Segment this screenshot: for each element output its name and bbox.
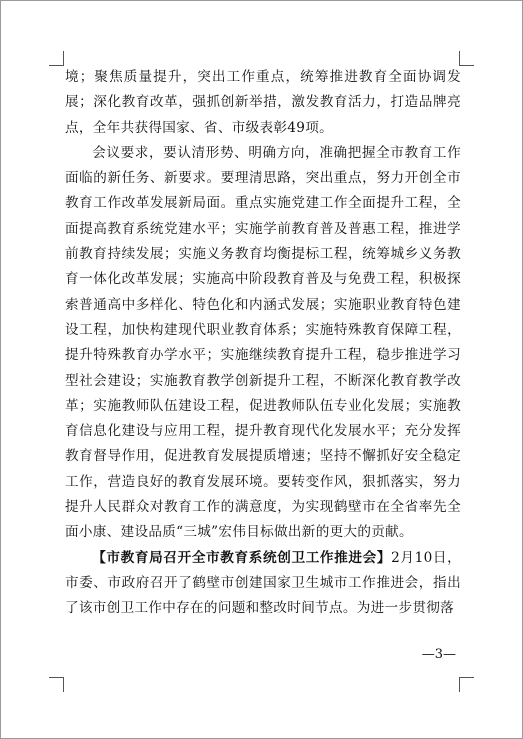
crop-mark-bottom-left bbox=[49, 677, 64, 692]
paragraph-continuation: 境；聚焦质量提升，突出工作重点，统筹推进教育全面协调发展；深化教育改革，强抓创新举措，激发教育活力，打造品牌亮点，全年共获得国家、省、市级表彰49项。 bbox=[65, 69, 461, 136]
crop-mark-top-left bbox=[49, 51, 64, 66]
crop-mark-bottom-right bbox=[459, 677, 474, 692]
news-body-text: 2月10日，市委、市政府召开了鹤壁市创建国家卫生城市工作推进会，指出了该市创卫工作中存在的问题和整改时间节点。为进一步贯彻落 bbox=[65, 549, 461, 617]
crop-mark-top-right bbox=[459, 51, 474, 66]
document-body bbox=[65, 65, 461, 622]
page-number: —3— bbox=[421, 647, 456, 662]
paragraph-news-item bbox=[65, 546, 461, 622]
paragraph-meeting-requirements: 会议要求，要认清形势、明确方向，准确把握全市教育工作面临的新任务、新要求。要理清思路，突出重点，努力开创全市教育工作改革发展新局面。重点实施党建工作全面提升工程，全面提高教育系统党建水平；实施学前教育普及普惠工程，推进学前教育持续发展；实施义务教育均衡提标工程，统筹城乡义务教育一体化改革发展；实施高中阶段教育普及与免费工程，积极探索普通高中多样化、特色化和内涵式发展；实施职业教育特色建设工程，加快构建现代职业教育体系；实施特殊教育保障工程，提升特殊教育办学水平；实施继续教育提升工程，稳步推进学习型社会建设；实施教育教学创新提升工程，不断深化教育教学改革；实施教师队伍建设工程，促进教师队伍专业化发展；实施教育信息化建设与应用工程，提升教育现代化发展水平；充分发挥教育督导作用，促进教育发展提质增速；坚持不懈抓好安全稳定工作，营造良好的教育发展环境。要转变作风，狠抓落实，努力提升人民群众对教育工作的满意度，为实现鹤壁市在全省率先全面小康、建设品质“三城”宏伟目标做出新的更大的贡献。 bbox=[65, 144, 461, 541]
news-headline: 【市教育局召开全市教育系统创卫工作推进会】 bbox=[92, 549, 392, 566]
